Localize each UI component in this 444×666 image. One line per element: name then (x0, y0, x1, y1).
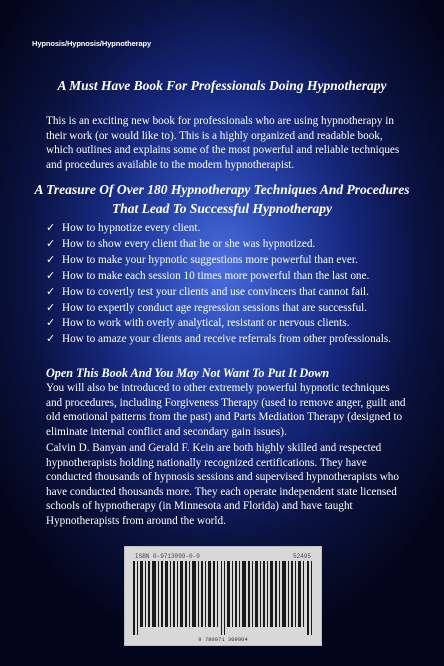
price-code: 52495 (292, 553, 311, 560)
subheading: Open This Book And You May Not Want To Put It Down (46, 366, 330, 380)
techniques-paragraph: You will also be introduced to other extremely powerful hypnotic techniques and procedures, including Forgiveness Therapy (used to remove anger, guilt and old emotional patterns from the past) and Parts Mediation Therapy (designed to eliminate internal conflict and secondary gain issues). (46, 382, 406, 438)
intro-paragraph: This is an exciting new book for professionals who are using hypnotherapy in their work (or would like to). This is a highly organized and readable book, which outlines and explains some of the most powerful and reliable techniques and procedures available to the modern hypnotherapist. (46, 115, 400, 171)
treasure-heading (0, 180, 444, 218)
checkmark-icon: ✓ (46, 301, 56, 314)
isbn-text: ISBN 0-9713099-0-0 (135, 553, 200, 560)
list-item (46, 253, 391, 269)
barcode (124, 546, 322, 646)
list-item-text: How to work with overly analytical, resistant or nervous clients. (62, 317, 350, 330)
headline: A Must Have Book For Professionals Doing Hypnotherapy (57, 78, 387, 93)
list-item-text: How to make your hypnotic suggestions more powerful than ever. (62, 253, 358, 266)
list-item (46, 237, 391, 253)
list-item (46, 269, 391, 285)
list-item-text: How to hypnotize every client. (62, 222, 201, 234)
list-item-text: How to make each session 10 times more powerful than the last one. (62, 269, 370, 282)
treasure-heading-line-1: A Treasure Of Over 180 Hypnotherapy Techniques And Procedures (34, 182, 410, 197)
authors-paragraph: Calvin D. Banyan and Gerald F. Kein are both highly skilled and respected hypnotherapists holding nationally recognized certifications. They have conducted thousands of hypnosis sessions and supervised hypnotherapists who have conducted thousands more. They each operate independent state licensed schools of hypnotherapy (in Minnesota and Florida) and have taught Hypnotherapists from around the world. (46, 442, 399, 527)
list-item (46, 301, 391, 317)
checkmark-icon: ✓ (46, 333, 56, 346)
benefits-list (46, 221, 391, 348)
category-label: Hypnosis/Hypnosis/Hypnotherapy (32, 39, 152, 48)
barcode-bars (133, 561, 315, 635)
checkmark-icon: ✓ (46, 317, 56, 330)
checkmark-icon: ✓ (46, 269, 56, 282)
list-item-text: How to amaze your clients and receive referrals from other professionals. (62, 333, 391, 346)
treasure-heading-line-2: That Lead To Successful Hypnotherapy (111, 201, 332, 216)
list-item (46, 332, 391, 348)
list-item-text: How to covertly test your clients and use convincers that cannot fail. (62, 285, 369, 298)
list-item-text: How to expertly conduct age regression sessions that are successful. (62, 301, 368, 314)
checkmark-icon: ✓ (46, 285, 56, 298)
checkmark-icon: ✓ (46, 222, 56, 234)
list-item (46, 285, 391, 301)
checkmark-icon: ✓ (46, 253, 56, 266)
list-item-text: How to show every client that he or she was hypnotized. (62, 237, 316, 250)
checkmark-icon: ✓ (46, 237, 56, 250)
barcode-digits: 9 780971 309904 (198, 636, 248, 643)
list-item (46, 316, 391, 332)
list-item (46, 221, 391, 237)
